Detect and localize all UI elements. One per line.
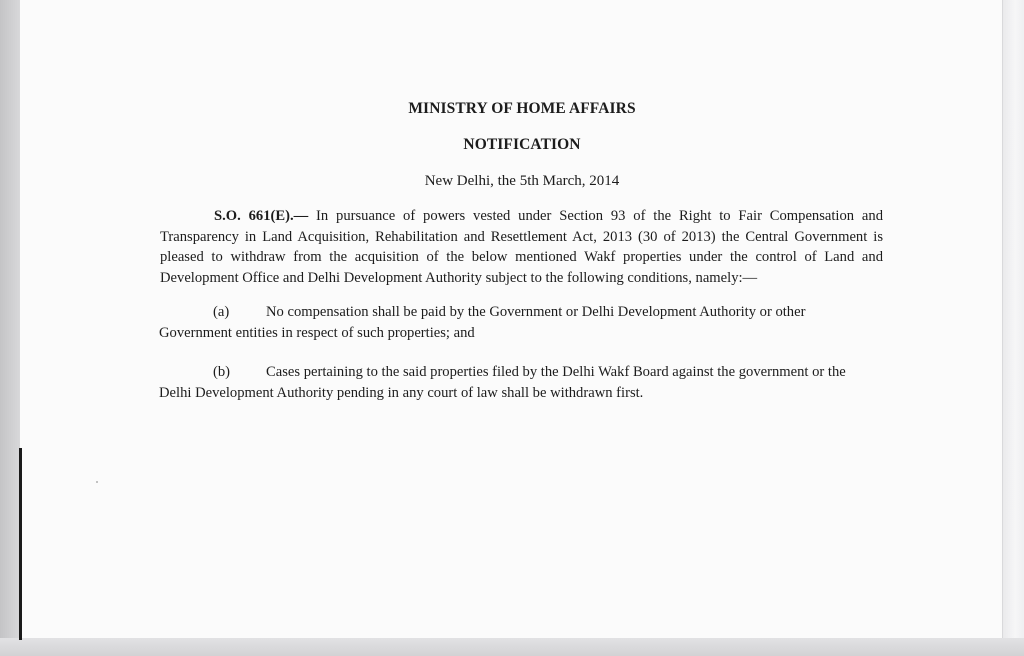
condition-text-first-line: No compensation shall be paid by the Government or Delhi Development Authority or other — [266, 304, 806, 320]
condition-b — [159, 362, 883, 403]
order-paragraph — [160, 206, 883, 288]
ministry-heading: MINISTRY OF HOME AFFAIRS — [408, 100, 636, 117]
condition-marker: (a) — [213, 304, 230, 320]
condition-a — [159, 302, 883, 343]
page-left-edge-shadow — [19, 448, 22, 640]
condition-text-first-line: Cases pertaining to the said properties filed by the Delhi Wakf Board against the government or the — [266, 364, 846, 380]
notification-heading: NOTIFICATION — [463, 136, 581, 153]
order-text: In pursuance of powers vested under Section 93 of the Right to Fair Compensation and Transparency in Land Acquisition, Rehabilitation and Resettlement Act, 2013 (30 of 2013) the Central Government is pleased to withdraw from the acquisition of the below mentioned Wakf properties under the control of Land and Development Office and Delhi Development Authority subject to the following conditions, namely:— — [160, 208, 883, 286]
paper-speck — [96, 481, 98, 483]
bottom-shadow — [0, 638, 1024, 656]
next-page-edge — [1002, 0, 1024, 656]
order-number: S.O. 661(E).— — [214, 208, 309, 224]
condition-marker: (b) — [213, 364, 231, 380]
condition-text-continuation: Delhi Development Authority pending in any court of law shall be withdrawn first. — [159, 384, 644, 401]
condition-text-continuation: Government entities in respect of such properties; and — [159, 324, 475, 341]
dateline: New Delhi, the 5th March, 2014 — [424, 173, 620, 189]
